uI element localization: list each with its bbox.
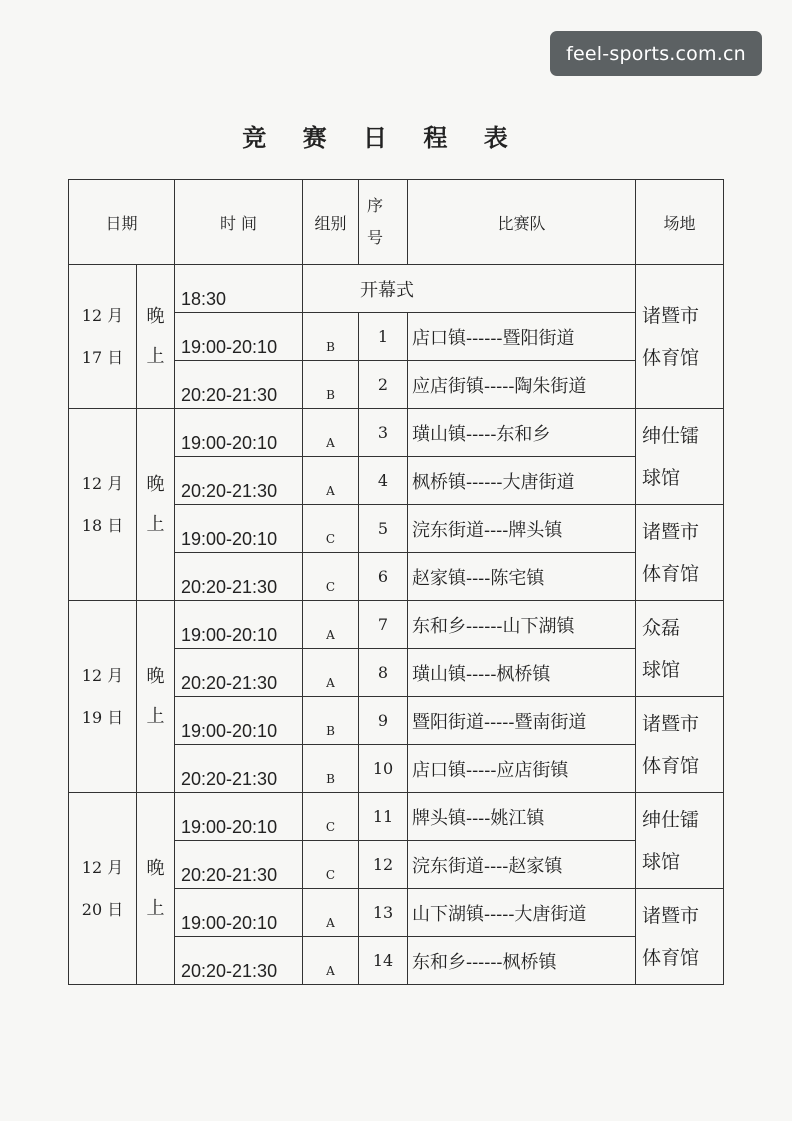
- match-teams: 山下湖镇-----大唐街道: [408, 889, 636, 937]
- match-time: 20:20-21:30: [175, 841, 303, 889]
- table-row: [69, 601, 724, 649]
- match-group: C: [303, 505, 359, 553]
- match-seq: 7: [359, 601, 408, 649]
- match-seq: 11: [359, 793, 408, 841]
- match-teams: 赵家镇----陈宅镇: [408, 553, 636, 601]
- match-time: 19:00-20:10: [175, 409, 303, 457]
- match-time: 19:00-20:10: [175, 793, 303, 841]
- date-cell: 12 月 18 日: [69, 409, 137, 601]
- match-seq: 4: [359, 457, 408, 505]
- match-teams: 暨阳街道-----暨南街道: [408, 697, 636, 745]
- header-date: 日期: [69, 180, 175, 265]
- match-group: B: [303, 313, 359, 361]
- period-cell: 晚 上: [137, 601, 175, 793]
- match-teams: 璜山镇-----东和乡: [408, 409, 636, 457]
- ceremony-label: 开幕式: [303, 265, 636, 313]
- match-group: B: [303, 745, 359, 793]
- match-group: A: [303, 457, 359, 505]
- match-time: 19:00-20:10: [175, 889, 303, 937]
- match-seq: 14: [359, 937, 408, 985]
- match-seq: 9: [359, 697, 408, 745]
- match-seq: 12: [359, 841, 408, 889]
- venue-cell: 诸暨市 体育馆: [636, 265, 724, 409]
- match-group: A: [303, 409, 359, 457]
- match-seq: 10: [359, 745, 408, 793]
- match-group: A: [303, 649, 359, 697]
- date-cell: 12 月 17 日: [69, 265, 137, 409]
- match-teams: 牌头镇----姚江镇: [408, 793, 636, 841]
- match-teams: 枫桥镇------大唐街道: [408, 457, 636, 505]
- header-venue: 场地: [636, 180, 724, 265]
- match-time: 19:00-20:10: [175, 313, 303, 361]
- table-row: [69, 409, 724, 457]
- match-seq: 2: [359, 361, 408, 409]
- match-time: 20:20-21:30: [175, 937, 303, 985]
- match-group: C: [303, 553, 359, 601]
- header-seq: 序 号: [359, 180, 408, 265]
- match-time: 19:00-20:10: [175, 601, 303, 649]
- match-time: 19:00-20:10: [175, 505, 303, 553]
- match-teams: 璜山镇-----枫桥镇: [408, 649, 636, 697]
- page-title: 竞 赛 日 程 表: [242, 123, 522, 152]
- match-teams: 浣东街道----牌头镇: [408, 505, 636, 553]
- table-row: [69, 265, 724, 313]
- header-teams: 比赛队: [408, 180, 636, 265]
- match-teams: 东和乡------山下湖镇: [408, 601, 636, 649]
- match-teams: 应店街镇-----陶朱街道: [408, 361, 636, 409]
- venue-cell: 绅仕镭 球馆: [636, 793, 724, 889]
- match-time: 20:20-21:30: [175, 745, 303, 793]
- venue-cell: 众磊 球馆: [636, 601, 724, 697]
- match-group: A: [303, 889, 359, 937]
- match-time: 19:00-20:10: [175, 697, 303, 745]
- match-seq: 5: [359, 505, 408, 553]
- match-group: C: [303, 793, 359, 841]
- venue-cell: 绅仕镭 球馆: [636, 409, 724, 505]
- match-teams: 东和乡------枫桥镇: [408, 937, 636, 985]
- watermark-label: feel-sports.com.cn: [550, 31, 762, 76]
- match-teams: 店口镇------暨阳街道: [408, 313, 636, 361]
- period-cell: 晚 上: [137, 409, 175, 601]
- header-row: [69, 180, 724, 265]
- match-time: 20:20-21:30: [175, 361, 303, 409]
- schedule-table: [68, 179, 724, 985]
- match-group: B: [303, 361, 359, 409]
- period-cell: 晚 上: [137, 265, 175, 409]
- header-time: 时 间: [175, 180, 303, 265]
- table-row: [69, 793, 724, 841]
- venue-cell: 诸暨市 体育馆: [636, 697, 724, 793]
- date-cell: 12 月 19 日: [69, 601, 137, 793]
- match-group: B: [303, 697, 359, 745]
- match-teams: 店口镇-----应店街镇: [408, 745, 636, 793]
- match-seq: 3: [359, 409, 408, 457]
- match-teams: 浣东街道----赵家镇: [408, 841, 636, 889]
- match-time: 20:20-21:30: [175, 553, 303, 601]
- match-seq: 13: [359, 889, 408, 937]
- venue-cell: 诸暨市 体育馆: [636, 889, 724, 985]
- header-group: 组别: [303, 180, 359, 265]
- ceremony-time: 18:30: [175, 265, 303, 313]
- match-seq: 6: [359, 553, 408, 601]
- match-time: 20:20-21:30: [175, 457, 303, 505]
- match-time: 20:20-21:30: [175, 649, 303, 697]
- match-seq: 8: [359, 649, 408, 697]
- period-cell: 晚 上: [137, 793, 175, 985]
- venue-cell: 诸暨市 体育馆: [636, 505, 724, 601]
- match-group: A: [303, 601, 359, 649]
- match-group: C: [303, 841, 359, 889]
- match-group: A: [303, 937, 359, 985]
- date-cell: 12 月 20 日: [69, 793, 137, 985]
- match-seq: 1: [359, 313, 408, 361]
